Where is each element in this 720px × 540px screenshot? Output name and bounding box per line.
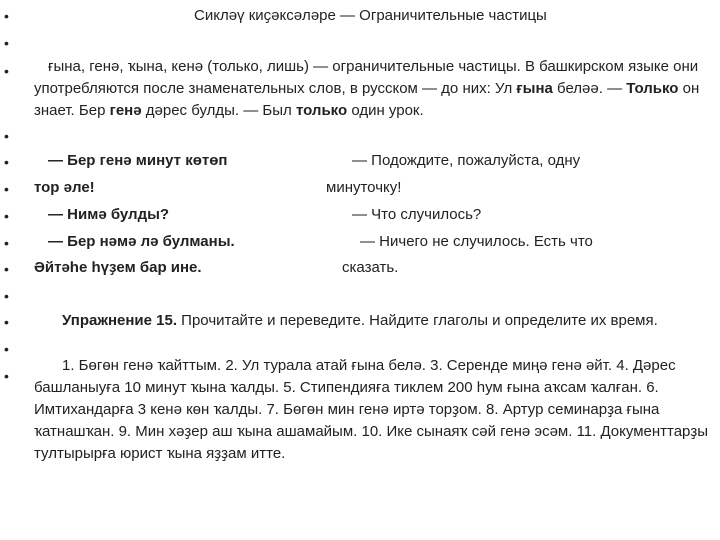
exercise-sentences: 1. Бөгөн генә ҡайттым. 2. Ул турала атай ғына белә. 3. Серенде миңә генә әйт. 4. Дәрес башланыуға 10 минут ҡына ҡалды. 5. Стипендияға тиклем 200 һум ғына аҡсам ҡалған. 6. Имтихандарға 3 кенә көн ҡалды. 7. Бөгөн мин генә иртә торҙом. 8. Артур семинарҙа ғына ҡатнашҡан. 9. Мин хәҙер аш ҡына ашамайым. 10. Ике сынаяҡ сәй генә эсәм. 11. Документтарҙы тултырырға юрист ҡына яҙҙам итте. [34, 357, 709, 462]
dialogue-bashkir-line: — Бер генә минут көтөп [48, 152, 228, 169]
bullet: • [4, 8, 9, 24]
bullet: • [4, 314, 9, 330]
bullet: • [4, 35, 9, 51]
bullet: • [4, 208, 9, 224]
bullet: • [4, 181, 9, 197]
exercise-label: Упражнение 15. [62, 312, 178, 329]
bullet: • [4, 235, 9, 251]
exercise-instruction: Упражнение 15. Прочитайте и переведите. Найдите глаголы и определите их время. [62, 312, 658, 329]
particle-list: ғына, генә, ҡына, кенә [48, 58, 204, 75]
dialogue-russian-line: — Подождите, пожалуйста, одну [352, 152, 581, 169]
dialogue-bashkir-line: — Бер нәмә лә булманы. [48, 233, 235, 250]
dialogue-russian-line: — Что случилось? [352, 206, 482, 223]
bullet: • [4, 63, 9, 79]
bullet: • [4, 288, 9, 304]
bullet: • [4, 154, 9, 170]
dialogue-bashkir-line: — Нимә булды? [48, 206, 170, 223]
dialogue-russian-line: сказать. [342, 259, 399, 276]
dialogue-bashkir-line: тор әле! [34, 179, 95, 196]
bullet: • [4, 341, 9, 357]
dialogue-russian-line: — Ничего не случилось. Есть что [360, 233, 593, 250]
page-title: Сикләү киҫәксәләре — Ограничительные частицы [194, 7, 547, 24]
dialogue-bashkir-line: Әйтәһе һүҙем бар ине. [34, 259, 202, 276]
dialogue-russian-line: минуточку! [326, 179, 402, 196]
bullet: • [4, 261, 9, 277]
bullet: • [4, 368, 9, 384]
bullet: • [4, 128, 9, 144]
intro-paragraph: ғына, генә, ҡына, кенә (только, лишь) — ограничительные частицы. В башкирском языке они употребляются после знаменательных слов, в русском — до них: Ул ғына беләә. — Только он знает. Бер генә дәрес булды. — Был только один урок. [34, 58, 700, 119]
